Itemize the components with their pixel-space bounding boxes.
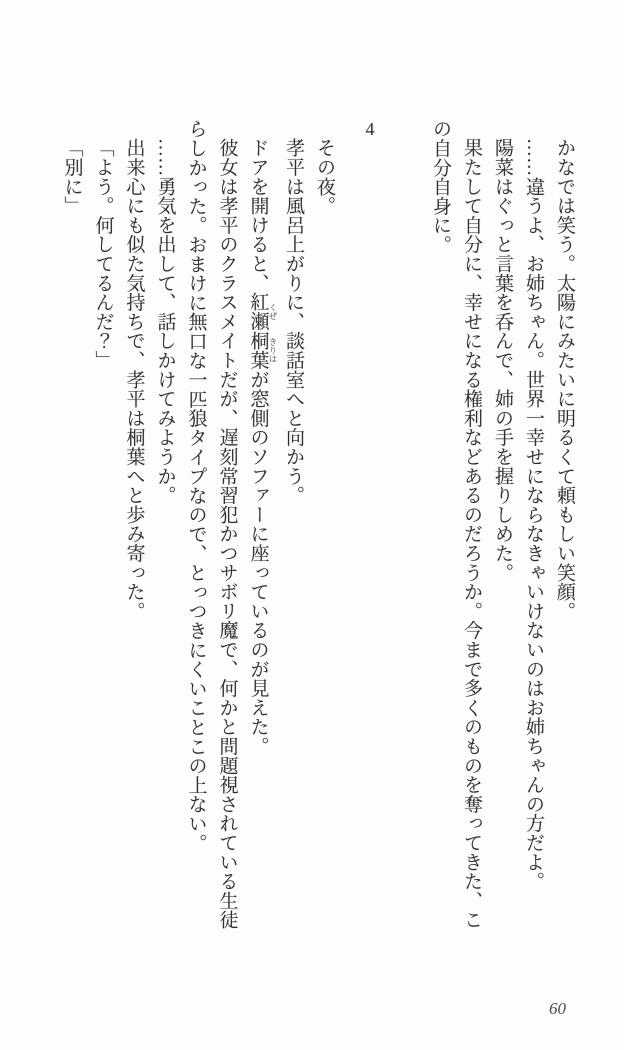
section-number: 4 [360, 119, 380, 140]
text-block [57, 119, 581, 939]
text-line-11: らしかった。おまけに無口な一匹狼タイプなので、とっつきにくいことこの上ない。 [185, 119, 207, 853]
page-number: 60 [549, 999, 566, 1018]
text-line-14: 「よう。何してるんだ？」 [92, 138, 114, 370]
ruby-annotated-name: 桐葉 きりは [247, 331, 278, 370]
text-line-7: その夜。 [314, 138, 335, 216]
text-line-3: 陽菜はぐっと言葉を呑んで、姉の手を握りしめた。 [492, 138, 513, 582]
text-line-15: 「別に」 [61, 138, 83, 216]
text-line-2: ……違うよ、お姉ちゃん。世界一幸せにならなきゃいけないのはお姉ちゃんの方だよ。 [523, 138, 544, 891]
text-line-10: 彼女は孝平のクラスメイトだが、遅刻常習犯かつサボリ魔で、何かと問題視されている生徒 [216, 138, 238, 930]
ruby-annotated-name: 紅瀬 くぜ [247, 292, 278, 332]
text-line-4: 果たして自分に、幸せになる権利などあるのだろうか。今まで多くのものを奪ってきた、こ [461, 138, 482, 930]
text-line-9: ドアを開けると、紅瀬 くぜ桐葉 きりはが窓側のソファーに座っているのが見えた。 [247, 138, 278, 756]
text-line-12: ……勇気を出して、話しかけてみようか。 [154, 138, 176, 505]
text-line-8: 孝平は風呂上がりに、談話室へと向かう。 [283, 138, 304, 505]
text-line-5: の自分自身に。 [430, 119, 451, 255]
text-line-1: かなでは笑う。太陽にみたいに明るくて頼もしい笑顔。 [554, 138, 575, 621]
text-line-13: 出来心にも似た気持ちで、孝平は桐葉へと歩み寄った。 [123, 138, 145, 621]
